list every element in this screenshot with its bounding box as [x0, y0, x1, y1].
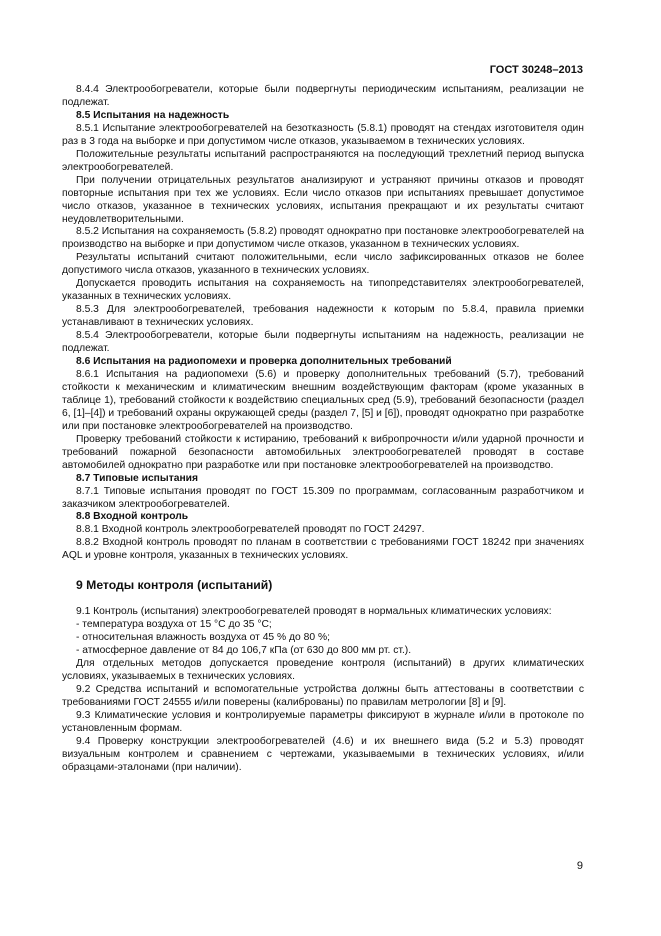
paragraph: При получении отрицательных результатов анализируют и устраняют причины отказов и проводят повторные испытания при тех же условиях. Если число отказов при испытаниях превышает допустимое число отказов, указанное в технических условиях, испытания прекращают и их результаты считают неудовлетворительными.	[62, 174, 584, 225]
paragraph-8-5-4: 8.5.4 Электрообогреватели, которые были подвергнуты испытаниям на надежность, реализации не подлежат.	[62, 330, 584, 355]
paragraph: Положительные результаты испытаний распространяются на последующий трехлетний период выпуска электрообогревателей.	[62, 148, 584, 173]
heading-8-8: 8.8 Входной контроль	[76, 511, 189, 523]
paragraph-8-8-1: 8.8.1 Входной контроль электрообогревателей проводят по ГОСТ 24297.	[76, 524, 425, 536]
paragraph-9-4: 9.4 Проверку конструкции электрообогревателей (4.6) и их внешнего вида (5.2 и 5.3) проводят визуальным контролем и сравнением с чертежами, указываемыми в технических условиях, и/или образцами-эталонами (при наличии).	[62, 735, 584, 773]
paragraph-8-5-3: 8.5.3 Для электрообогревателей, требования надежности к которым по 5.8.4, правила приемки устанавливают в технических условиях.	[62, 304, 584, 329]
paragraph-8-7-1: 8.7.1 Типовые испытания проводят по ГОСТ 15.309 по программам, согласованным разработчиком и заказчиком электрообогревателей.	[62, 485, 584, 510]
paragraph: Проверку требований стойкости к истиранию, требований к вибропрочности и/или ударной прочности и требований пожарной безопасности автомобильных электрообогревателей проводят в составе автомобилей однократно при разработке или при постановке электрообогревателей на производство.	[62, 433, 584, 471]
list-item: - относительная влажность воздуха от 45 % до 80 %;	[76, 632, 330, 644]
paragraph: Допускается проводить испытания на сохраняемость на типопредставителях электрообогревателей, указанных в технических условиях.	[62, 278, 584, 303]
paragraph-8-8-2: 8.8.2 Входной контроль проводят по планам в соответствии с требованиями ГОСТ 18242 при значениях AQL и уровне контроля, указанных в технических условиях.	[62, 537, 584, 562]
paragraph-8-6-1: 8.6.1 Испытания на радиопомехи (5.6) и проверку дополнительных требований (5.7), требований стойкости к механическим и климатическим внешним воздействующим факторам (кроме указанных в таблице 1), требований стойкости к воздействию специальных сред (5.9), требований безопасности (раздел 6, [1]–[4]) и требований охраны окружающей среды (раздел 7, [5] и [6]), проводят однократно при разработке или при постановке электрообогревателей на производство.	[62, 368, 584, 432]
document-code: ГОСТ 30248–2013	[489, 64, 583, 76]
heading-8-5: 8.5 Испытания на надежность	[76, 109, 230, 121]
heading-8-6: 8.6 Испытания на радиопомехи и проверка дополнительных требований	[76, 356, 452, 368]
section-9-title: 9 Методы контроля (испытаний)	[76, 578, 273, 593]
paragraph-9-1: 9.1 Контроль (испытания) электрообогревателей проводят в нормальных климатических условиях:	[76, 606, 552, 618]
paragraph: Для отдельных методов допускается проведение контроля (испытаний) в других климатических условиях, указываемых в технических условиях.	[62, 658, 584, 683]
page-number: 9	[576, 860, 583, 872]
paragraph-8-5-2: 8.5.2 Испытания на сохраняемость (5.8.2) проводят однократно при постановке электрообогревателей на производство на выборке и при допустимом числе отказов, указанном в технических условиях.	[62, 226, 584, 251]
page-body	[62, 84, 584, 775]
paragraph-8-5-1: 8.5.1 Испытание электрообогревателей на безотказность (5.8.1) проводят на стендах изготовителя один раз в 3 года на выборке и при допустимом числе отказов, указываемом в технических условиях.	[62, 122, 584, 147]
list-item: - температура воздуха от 15 °С до 35 °С;	[76, 619, 272, 631]
paragraph-9-3: 9.3 Климатические условия и контролируемые параметры фиксируют в журнале и/или в протоколе по установленным формам.	[62, 709, 584, 734]
heading-8-7: 8.7 Типовые испытания	[76, 472, 199, 484]
paragraph: Результаты испытаний считают положительными, если число зафиксированных отказов не более допустимого числа отказов, указанного в технических условиях.	[62, 252, 584, 277]
paragraph-9-2: 9.2 Средства испытаний и вспомогательные устройства должны быть аттестованы в соответствии с требованиями ГОСТ 24555 и/или поверены (калиброваны) по правилам метрологии [8] и [9].	[62, 683, 584, 708]
list-item: - атмосферное давление от 84 до 106,7 кПа (от 630 до 800 мм рт. ст.).	[76, 645, 412, 657]
paragraph-8-4-4: 8.4.4 Электрообогреватели, которые были подвергнуты периодическим испытаниям, реализации не подлежат.	[62, 84, 584, 108]
